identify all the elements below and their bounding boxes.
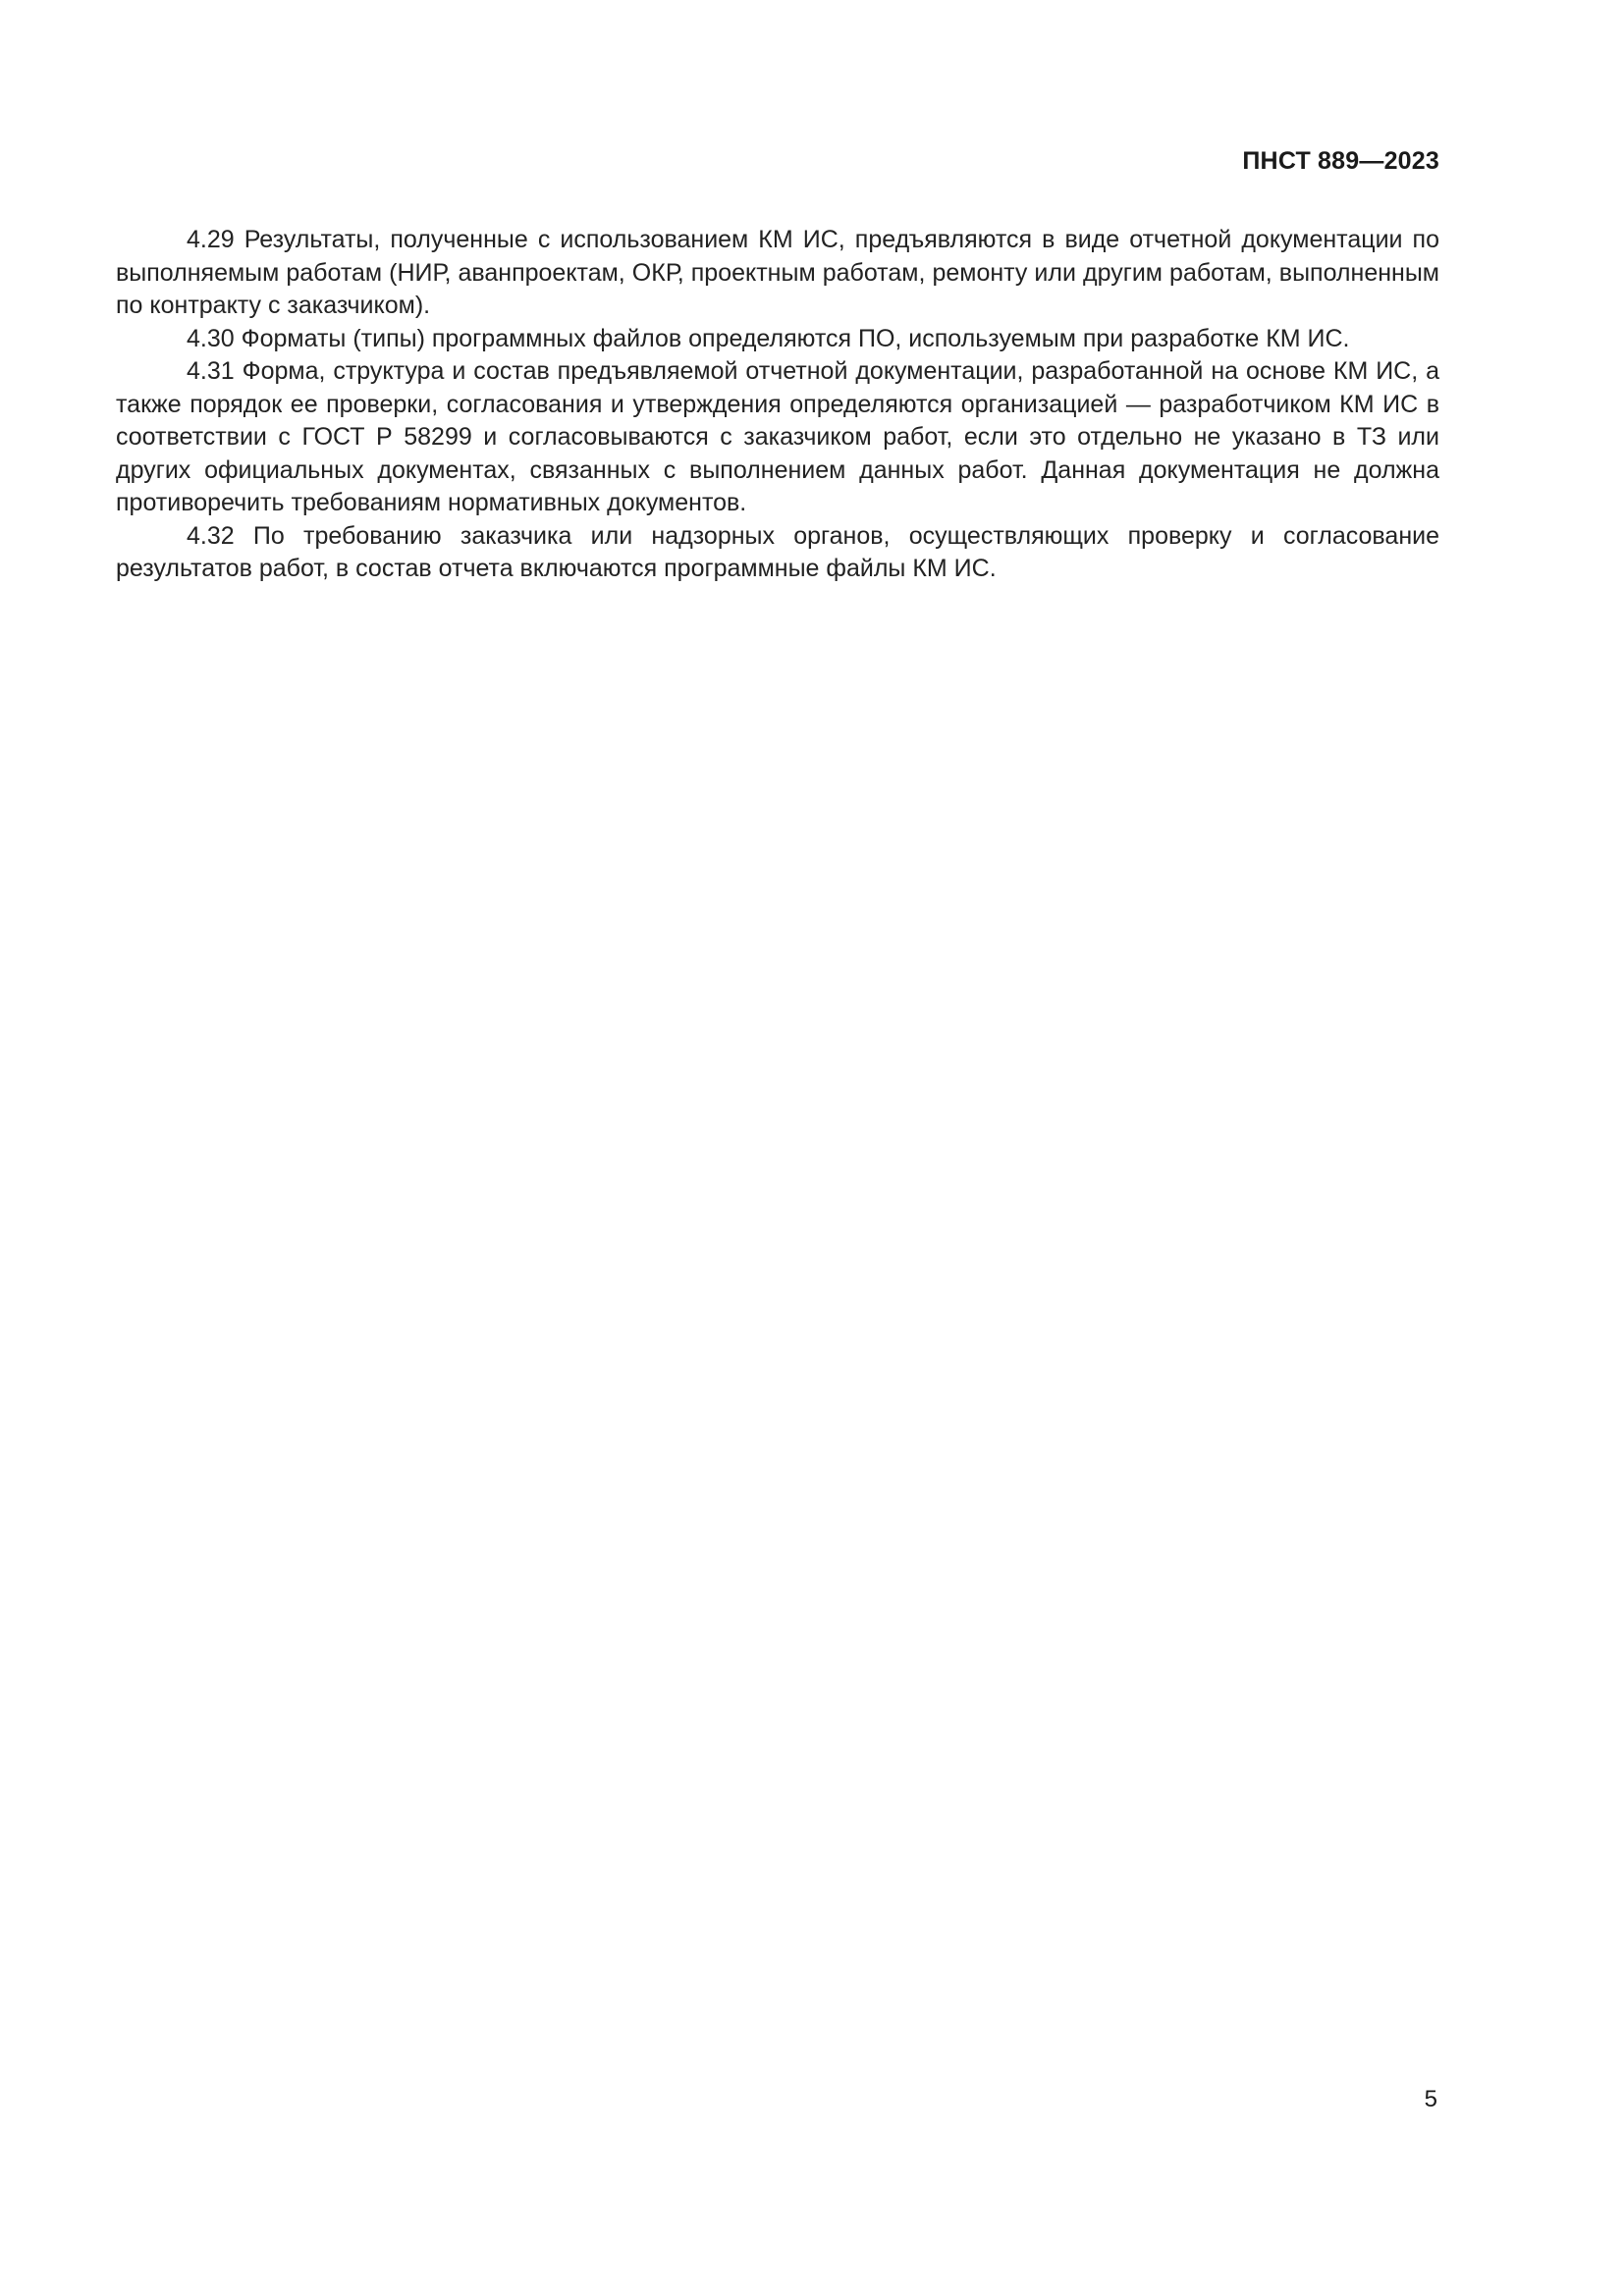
body-text <box>116 224 1439 586</box>
paragraph-4-31: 4.31 Форма, структура и состав предъявляемой отчетной документации, разработанной на основе КМ ИС, а также порядок ее проверки, согласования и утверждения определяются организацией — разработчиком КМ ИС в соответствии с ГОСТ Р 58299 и согласовываются с заказчиком работ, если это отдельно не указано в ТЗ или других официальных документах, связанных с выполнением данных работ. Данная документация не должна противоречить требованиям нормативных документов. <box>116 357 1439 516</box>
page-number: 5 <box>1424 2086 1437 2112</box>
paragraph-4-32: 4.32 По требованию заказчика или надзорных органов, осуществляющих проверку и согласование результатов работ, в состав отчета включаются программные файлы КМ ИС. <box>116 521 1439 582</box>
paragraph-4-29: 4.29 Результаты, полученные с использованием КМ ИС, предъявляются в виде отчетной документации по выполняемым работам (НИР, аванпроектам, ОКР, проектным работам, ремонту или другим работам, выполненным по контракту с заказчиком). <box>116 226 1439 319</box>
paragraph-4-30: 4.30 Форматы (типы) программных файлов определяются ПО, используемым при разработке КМ ИС. <box>187 324 1350 352</box>
document-code: ПНСТ 889—2023 <box>1242 147 1439 175</box>
